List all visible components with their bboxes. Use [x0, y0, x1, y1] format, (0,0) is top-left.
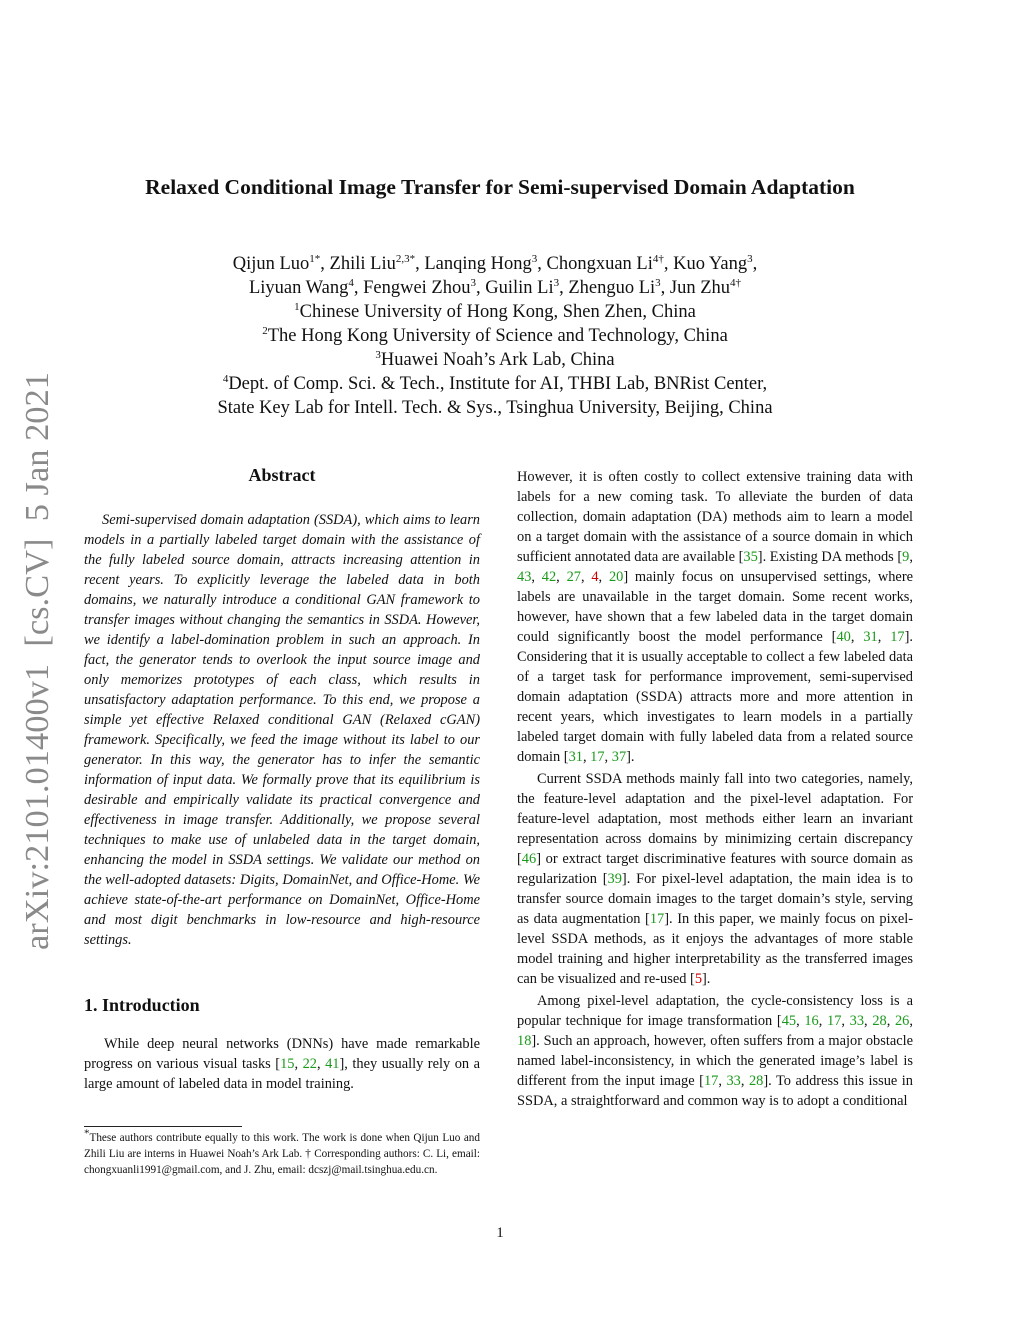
text-run: ] mainly focus on unsupervised settings, where labels are unavailable in the target domain. Some recent works, however, have shown that a few labeled data in the target domain could significantly boost the model performance [: [517, 569, 914, 645]
introduction-paragraph: [84, 1034, 480, 1094]
arxiv-stamp: [10, 370, 60, 950]
text-run: ,: [294, 1056, 303, 1072]
text-run: ].: [702, 971, 711, 987]
author-affiliation-mark: 2,3*: [395, 252, 416, 265]
text-run: ,: [582, 749, 591, 765]
citation-link[interactable]: 18: [517, 1033, 532, 1049]
affiliation-line: [140, 324, 850, 348]
footnote-mark: *: [84, 1127, 90, 1140]
text-run: ]. In this paper, we mainly focus on pixel-level SSDA methods, as it enjoys the advantages of more stable model training and higher interpretability as the transferred images can be visualized and re-used [: [517, 911, 913, 987]
author-block: [140, 252, 850, 420]
citation-link[interactable]: 33: [849, 1013, 865, 1029]
citation-link[interactable]: 15: [280, 1056, 295, 1072]
citation-link[interactable]: 40: [836, 629, 851, 645]
citation-link[interactable]: 16: [804, 1013, 819, 1029]
citation-link[interactable]: 9: [902, 549, 910, 565]
right-column: [517, 467, 913, 1111]
text-run: ,: [796, 1013, 805, 1029]
author-name: Chongxuan Li: [546, 254, 653, 274]
affiliation-mark: 1: [294, 300, 300, 313]
citation-link[interactable]: 31: [568, 749, 583, 765]
text-run: However, it is often costly to collect extensive training data with labels for a new coming task. To alleviate the burden of data collection, domain adaptation (DA) methods aim to learn a model on a target domain with the assistance of a source domain in which sufficient annotated data are available [: [517, 469, 913, 565]
author-name: Zhili Liu: [329, 254, 396, 274]
author-affiliation-mark: 4: [348, 276, 354, 289]
text-run: Current SSDA methods mainly fall into two categories, namely, the feature-level adaptation and the pixel-level adaptation. For feature-level adaptation, most methods either learn an invariant representation across domains by minimizing certain discrepancy [: [517, 771, 913, 867]
citation-link[interactable]: 27: [566, 569, 581, 585]
text-run: ].: [626, 749, 635, 765]
citation-link[interactable]: 43: [517, 569, 532, 585]
abstract-heading: Abstract: [248, 465, 316, 485]
author-affiliation-mark: 3: [553, 276, 560, 289]
text-run: While deep neural networks (DNNs) have made remarkable progress on various visual tasks [: [84, 1036, 480, 1072]
text-run: Among pixel-level adaptation, the cycle-consistency loss is a popular technique for image transformation [: [517, 993, 913, 1029]
abstract-text: Semi-supervised domain adaptation (SSDA), which aims to learn models in a partially labeled target domain with the assistance of the fully labeled source domain, attracts increasing attention in recent years. To explicitly leverage the labeled data in both domains, we naturally introduce a conditional GAN framework to transfer images without changing the semantics in SSDA. However, we identify a label-domination problem in such an approach. In fact, the generator tends to overlook the input source image and only memorizes prototypes of each class, which results in unsatisfactory adaptation performance. To this end, we propose a simple yet effective Relaxed conditional GAN (Relaxed cGAN) framework. Specifically, we feed the image without its label to our generator. In this way, the generator has to infer the semantic information of input data. We formally prove that its equilibrium is desirable and empirically validate its practical convergence and effectiveness in image transfer. Additionally, we propose several techniques to make use of unlabeled data in the target domain, enhancing the model in SSDA settings. We validate our method on the well-adopted datasets: Digits, DomainNet, and Office-Home. We achieve state-of-the-art performance on DomainNet, Office-Home and most digit benchmarks in low-resource and high-resource settings.: [84, 512, 480, 948]
author-name: Fengwei Zhou: [363, 278, 471, 298]
affiliation-text: The Hong Kong University of Science and Technology, China: [267, 326, 728, 346]
author-name: Lanqing Hong: [424, 254, 532, 274]
body-paragraph: [517, 467, 913, 767]
affiliation-line: [140, 396, 850, 420]
citation-link[interactable]: 17: [703, 1073, 719, 1089]
affiliation-mark: 3: [375, 348, 381, 361]
text-run: ], they usually rely on a large amount of labeled data in model training.: [84, 1056, 480, 1092]
citation-link[interactable]: 20: [608, 569, 624, 585]
text-run: ,: [718, 1073, 727, 1089]
citation-link[interactable]: 17: [590, 749, 605, 765]
text-run: ,: [316, 1056, 326, 1072]
text-run: ,: [886, 1013, 895, 1029]
author-affiliation-mark: 3: [747, 252, 753, 265]
author-affiliation-mark: 3: [655, 276, 661, 289]
introduction-heading: 1. Introduction: [84, 995, 200, 1015]
text-run: ,: [864, 1013, 873, 1029]
author-name: Kuo Yang: [673, 254, 748, 274]
author-affiliation-mark: 4†: [730, 276, 742, 289]
text-run: ,: [818, 1013, 827, 1029]
text-run: ]. Such an approach, however, often suffers from a major obstacle named label-inconsistency, in which the generated image’s label is different from the input image [: [517, 1033, 913, 1089]
author-name: Zhenguo Li: [568, 278, 656, 298]
affiliation-text: Huawei Noah’s Ark Lab, China: [380, 350, 615, 370]
author-affiliation-mark: 3: [470, 276, 476, 289]
text-run: ,: [877, 629, 891, 645]
citation-link[interactable]: 42: [541, 569, 557, 585]
citation-link[interactable]: 33: [726, 1073, 741, 1089]
author-line-1: Qijun Luo$^{1*}$, Zhili Liu$^{2,3*}$, Lanqing Hong$^3$, Chongxuan $Li^{4\dagger}$, Kuo Yang$^3$,: [232, 252, 758, 274]
author-name: Liyuan Wang: [248, 278, 349, 298]
citation-link[interactable]: 31: [863, 629, 878, 645]
text-run: ] or extract target discriminative features with source domain as regularization [: [517, 851, 913, 887]
affiliation-mark: 4: [222, 372, 229, 385]
paper-title: Relaxed Conditional Image Transfer for Semi-supervised Domain Adaptation: [145, 175, 855, 199]
affiliation-line: [140, 300, 850, 324]
citation-link[interactable]: 45: [781, 1013, 797, 1029]
citation-link[interactable]: 28: [748, 1073, 764, 1089]
citation-link[interactable]: 22: [302, 1056, 317, 1072]
text-run: ]. For pixel-level adaptation, the main idea is to transfer source domain images to the target domain’s style, serving as data augmentation [: [517, 871, 913, 927]
text-run: ,: [850, 629, 864, 645]
citation-link[interactable]: 17: [649, 911, 665, 927]
footnote-text: These authors contribute equally to this work. The work is done when Qijun Luo and Zhili Liu are interns in Huawei Noah’s Ark Lab. † Corresponding authors: C. Li, email: chongxuanli1991@gmail.com, and J. Zhu, email: dcszj@mail.tsinghua.edu.cn.: [84, 1132, 480, 1176]
citation-link[interactable]: 26: [894, 1013, 910, 1029]
citation-link[interactable]: 17: [827, 1013, 842, 1029]
affiliation-line: [140, 348, 850, 372]
text-run: ,: [556, 569, 567, 585]
author-name: Guilin Li: [485, 278, 554, 298]
arxiv-stamp-text: arXiv:2101.01400v1 [cs.CV] 5 Jan 2021: [19, 379, 56, 950]
citation-link[interactable]: 28: [872, 1013, 887, 1029]
footnote: [84, 1126, 480, 1178]
citation-link[interactable]: 5: [694, 971, 703, 987]
arxiv-stamp-graphic: [10, 370, 60, 950]
citation-link[interactable]: 41: [325, 1056, 340, 1072]
text-run: ,: [580, 569, 592, 585]
citation-link[interactable]: 37: [611, 749, 627, 765]
text-run: ,: [740, 1073, 749, 1089]
affiliation-line: [140, 372, 850, 396]
author-affiliation-mark: 4†: [652, 252, 664, 265]
citation-link[interactable]: 46: [521, 851, 537, 867]
text-run: ,: [909, 1013, 913, 1029]
body-paragraph: [517, 769, 913, 989]
affiliation-text: State Key Lab for Intell. Tech. & Sys., Tsinghua University, Beijing, China: [217, 398, 773, 418]
author-line-2: Liyuan Wang$^4$, Fengwei Zhou$^3$, Guilin Li$^3$, Zhenguo Li$^3$, Jun Zhu$^{4\dagger}$: [248, 276, 742, 298]
citation-link[interactable]: 39: [607, 871, 622, 887]
page-number: 1: [496, 1225, 504, 1241]
text-run: ,: [909, 549, 913, 565]
author-affiliation-mark: 3: [531, 252, 538, 265]
affiliation-mark: 2: [262, 324, 268, 337]
affiliation-text: Dept. of Comp. Sci. & Tech., Institute for AI, THBI Lab, BNRist Center,: [228, 374, 768, 394]
text-run: ,: [598, 569, 609, 585]
body-paragraph: [517, 991, 913, 1111]
author-affiliation-mark: 1*: [309, 252, 321, 265]
text-run: ,: [531, 569, 542, 585]
text-run: ]. Existing DA methods [: [757, 549, 903, 565]
citation-link[interactable]: 35: [743, 549, 758, 565]
text-run: ]. Considering that it is usually acceptable to collect a few labeled data of a target task for performance improvement, semi-supervised domain adaptation (SSDA) attracts more and more attention in recent years, which investigates to learn models in a partially labeled target domain with fully labeled data from a related source domain [: [517, 629, 913, 765]
text-run: ]. To address this issue in SSDA, a straightforward and common way is to adopt a conditional: [517, 1073, 913, 1109]
author-name: Qijun Luo: [232, 254, 310, 274]
text-run: ,: [604, 749, 612, 765]
citation-link[interactable]: 4: [591, 569, 599, 585]
affiliation-text: Chinese University of Hong Kong, Shen Zhen, China: [299, 302, 696, 322]
left-column: [84, 462, 480, 1094]
footnote-rule: [84, 1126, 242, 1127]
author-name: Jun Zhu: [669, 278, 731, 298]
text-run: ,: [841, 1013, 850, 1029]
citation-link[interactable]: 17: [890, 629, 905, 645]
